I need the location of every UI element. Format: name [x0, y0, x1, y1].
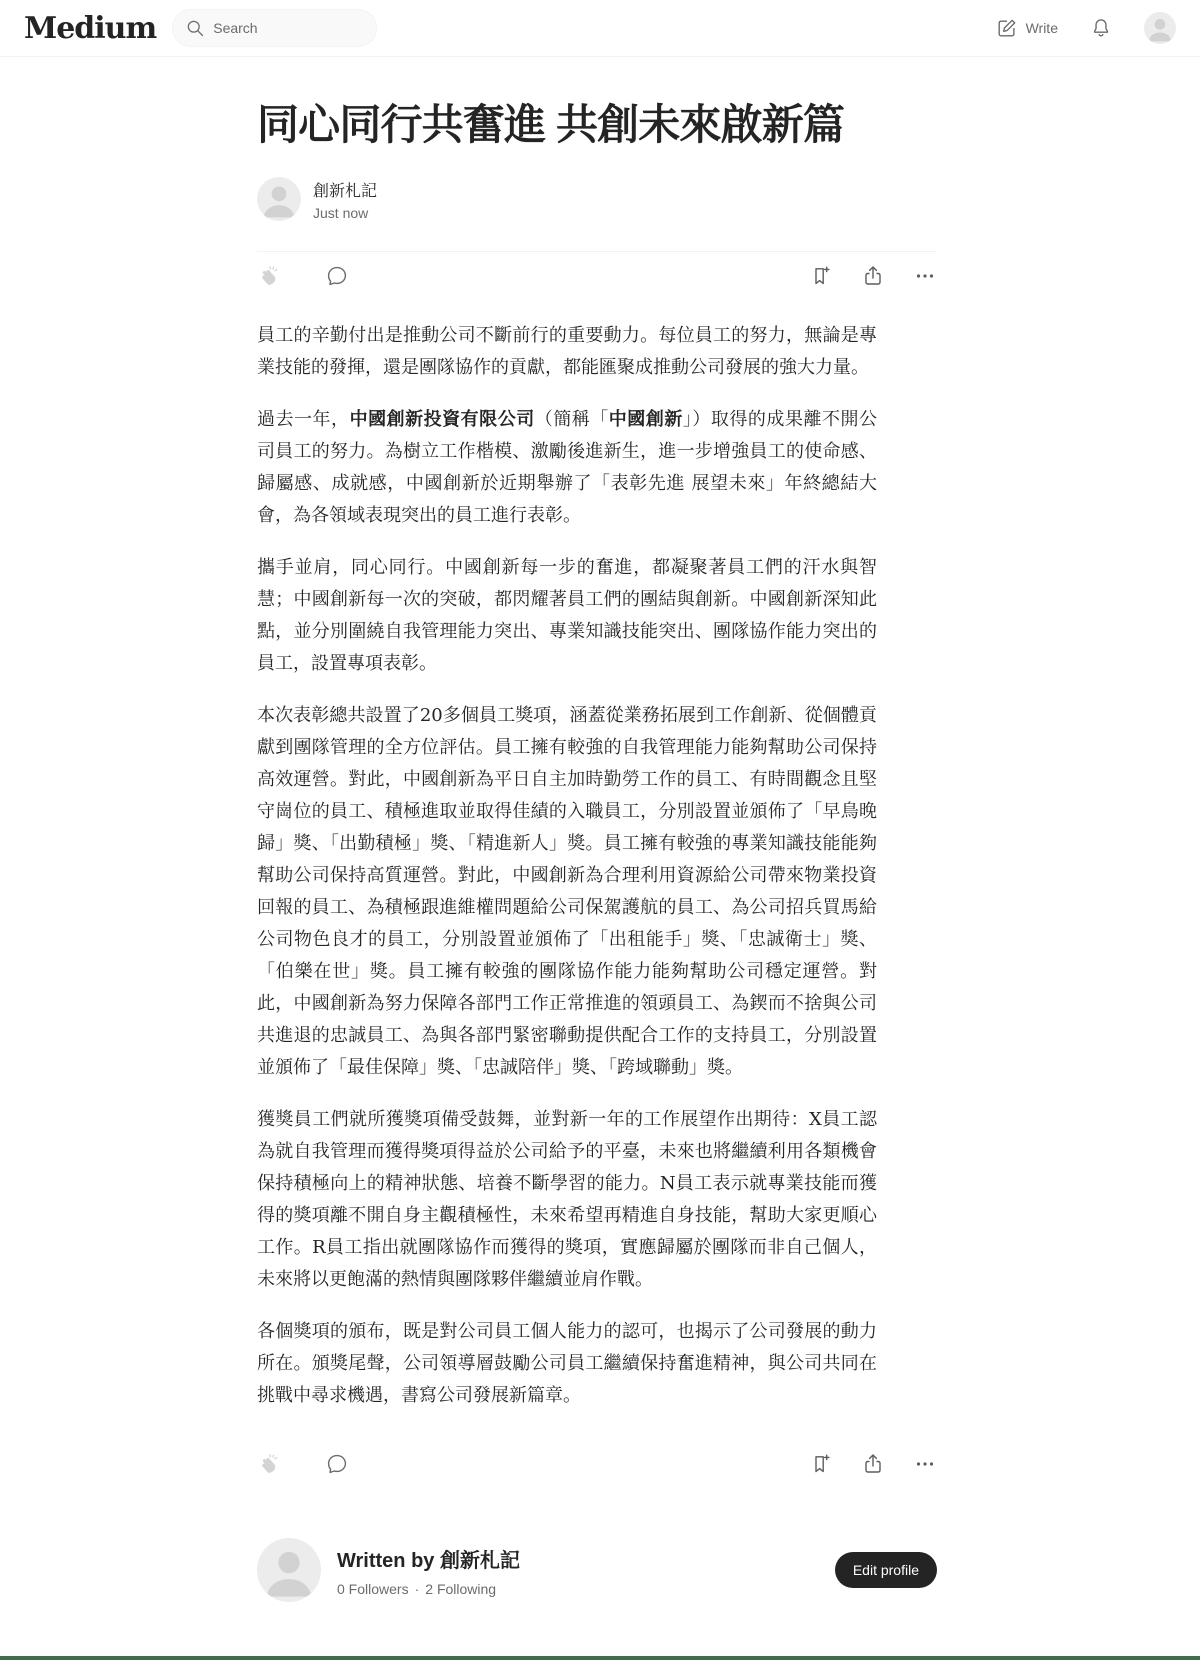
medium-logo[interactable]: Medium	[24, 10, 157, 46]
profile-avatar[interactable]	[1144, 12, 1176, 44]
edit-profile-button[interactable]: Edit profile	[835, 1552, 937, 1588]
clap-icon	[257, 1452, 281, 1476]
more-options-button[interactable]	[913, 1452, 937, 1476]
respond-button[interactable]	[325, 1452, 349, 1476]
written-by: Written by 創新札記	[337, 1549, 520, 1572]
text-run: 過去一年，	[257, 409, 350, 430]
writer-avatar[interactable]	[257, 1538, 321, 1602]
article-actions-top	[257, 251, 937, 300]
bookmark-add-icon	[809, 1452, 833, 1476]
actions-right	[809, 1452, 937, 1476]
clap-icon	[257, 264, 281, 288]
publish-time: Just now	[313, 204, 369, 221]
paragraph	[257, 1104, 877, 1296]
respond-icon	[325, 264, 349, 288]
text-run: 員工的辛勤付出是推動公司不斷前行的重要動力。每位員工的努力，無論是專業技能的發揮，還是團隊協作的貢獻，都能匯聚成推動公司發展的強大力量。	[257, 325, 877, 378]
actions-left	[257, 1452, 349, 1476]
bell-icon	[1090, 17, 1112, 39]
text-run: 攜手並肩，同心同行。中國創新每一步的奮進，都凝聚著員工們的汗水與智慧；中國創新每一次的突破，都閃耀著員工們的團結與創新。中國創新深知此點，並分別圍繞自我管理能力突出、專業知識技能突出、團隊協作能力突出的員工，設置專項表彰。	[257, 557, 877, 674]
clap-button[interactable]	[257, 1452, 281, 1476]
share-button[interactable]	[861, 1452, 885, 1476]
write-label: Write	[1025, 20, 1058, 36]
followers-link[interactable]: 0 Followers	[337, 1580, 409, 1597]
text-run: （簡稱「	[534, 409, 609, 430]
author-avatar[interactable]	[257, 177, 301, 221]
article-actions-bottom	[257, 1442, 937, 1486]
article-body	[257, 320, 877, 1412]
respond-button[interactable]	[325, 264, 349, 288]
search-box[interactable]	[172, 9, 377, 47]
more-options-icon	[913, 264, 937, 288]
write-button[interactable]	[996, 17, 1058, 39]
more-options-icon	[913, 1452, 937, 1476]
paragraph	[257, 700, 877, 1084]
more-options-button[interactable]	[913, 264, 937, 288]
write-icon	[996, 17, 1018, 39]
search-input[interactable]	[213, 20, 353, 36]
article	[257, 99, 937, 1602]
text-run: 」）取得的成果離不開公司員工的努力。為樹立工作楷模、激勵後進新生，進一步增強員工的使命感、歸屬感、成就感，中國創新於近期舉辦了「表彰先進 展望未來」年終總結大會，為各領域表現突出的員工進行表彰。	[257, 409, 878, 526]
paragraph	[257, 1316, 877, 1412]
article-title: 同心同行共奮進 共創未來啟新篇	[257, 101, 845, 148]
text-run-bold: 中國創新投資有限公司	[349, 409, 535, 430]
share-icon	[861, 1452, 885, 1476]
writer-footer	[257, 1538, 937, 1602]
site-footer-top-bar	[0, 1656, 1200, 1660]
respond-icon	[325, 1452, 349, 1476]
paragraph	[257, 552, 877, 680]
author-name[interactable]: 創新札記	[313, 182, 378, 200]
text-run: 獲獎員工們就所獲獎項備受鼓舞，並對新一年的工作展望作出期待：X員工認為就自我管理而獲得獎項得益於公司給予的平臺，未來也將繼續利用各類機會保持積極向上的精神狀態、培養不斷學習的能力。N員工表示就專業技能而獲得的獎項離不開自身主觀積極性，未來希望再精進自身技能，幫助大家更順心工作。R員工指出就團隊協作而獲得的獎項，實應歸屬於團隊而非自己個人，未來將以更飽滿的熱情與團隊夥伴繼續並肩作戰。	[257, 1109, 877, 1290]
writer-stats	[337, 1581, 520, 1597]
bookmark-add-icon	[809, 264, 833, 288]
text-run: 本次表彰總共設置了20多個員工獎項，涵蓋從業務拓展到工作創新、從個體貢獻到團隊管理的全方位評估。員工擁有較強的自我管理能力能夠幫助公司保持高效運營。對此，中國創新為平日自主加時勤勞工作的員工、有時間觀念且堅守崗位的員工、積極進取並取得佳績的入職員工，分別設置並頒佈了「早鳥晚歸」獎、「出勤積極」獎、「精進新人」獎。員工擁有較強的專業知識技能能夠幫助公司保持高質運營。對此，中國創新為合理利用資源給公司帶來物業投資回報的員工、為積極跟進維權問題給公司保駕護航的員工、為公司招兵買馬給公司物色良才的員工，分別設置並頒佈了「出租能手」獎、「忠誠衛士」獎、「伯樂在世」獎。員工擁有較強的團隊協作能力能夠幫助公司穩定運營。對此，中國創新為努力保障各部門工作正常推進的領頭員工、為鍥而不捨與公司共進退的忠誠員工、為與各部門緊密聯動提供配合工作的支持員工，分別設置並頒佈了「最佳保障」獎、「忠誠陪伴」獎、「跨域聯動」獎。	[257, 705, 877, 1078]
clap-button[interactable]	[257, 264, 281, 288]
bookmark-add-button[interactable]	[809, 264, 833, 288]
paragraph	[257, 404, 877, 532]
bookmark-add-button[interactable]	[809, 1452, 833, 1476]
actions-left	[257, 264, 349, 288]
actions-right	[809, 264, 937, 288]
author-row	[257, 177, 937, 221]
share-icon	[861, 264, 885, 288]
paragraph	[257, 320, 877, 384]
following-link[interactable]: 2 Following	[425, 1580, 497, 1597]
share-button[interactable]	[861, 264, 885, 288]
text-run: 各個獎項的頒布，既是對公司員工個人能力的認可，也揭示了公司發展的動力所在。頒獎尾聲，公司領導層鼓勵公司員工繼續保持奮進精神，與公司共同在挑戰中尋求機遇，書寫公司發展新篇章。	[257, 1321, 877, 1406]
writer-info	[337, 1544, 520, 1597]
text-run-bold: 中國創新	[608, 409, 683, 430]
top-nav	[0, 0, 1200, 57]
stats-separator: ·	[414, 1580, 420, 1597]
nav-right-cluster	[996, 12, 1176, 44]
notifications-button[interactable]	[1090, 17, 1112, 39]
search-icon	[185, 18, 205, 38]
